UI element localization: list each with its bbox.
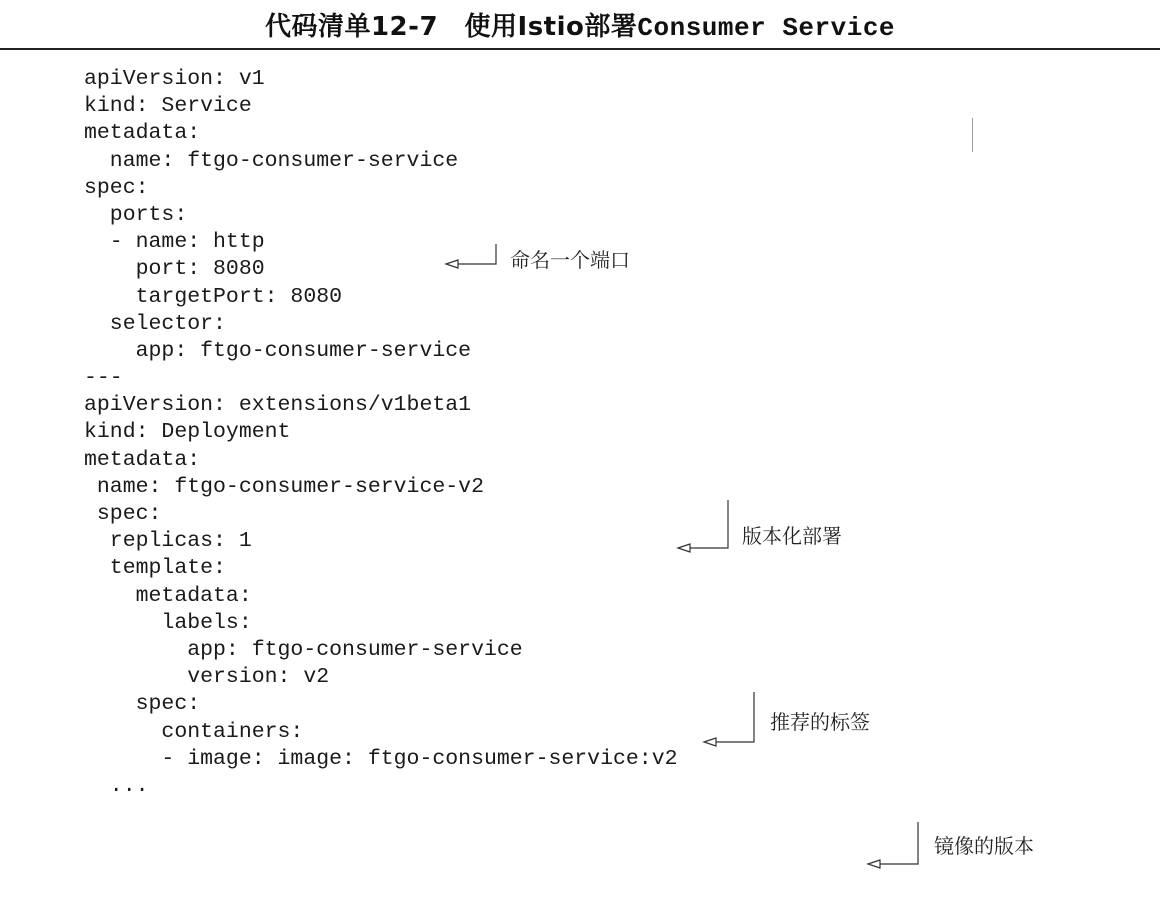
- callout-arrow-icon: [444, 240, 504, 274]
- code-line: ---: [84, 366, 123, 391]
- code-line: - name: http: [84, 230, 265, 255]
- margin-mark: [972, 118, 973, 152]
- code-line: kind: Deployment: [84, 420, 291, 445]
- annotation-image-version: 镜像的版本: [934, 834, 1034, 858]
- code-line: ...: [84, 773, 149, 798]
- code-line: selector:: [84, 311, 226, 336]
- code-line: app: ftgo-consumer-service: [84, 338, 472, 363]
- code-line: version: v2: [84, 665, 330, 690]
- code-line: labels:: [84, 610, 252, 635]
- callout-arrow-icon: [676, 498, 736, 558]
- code-line: app: ftgo-consumer-service: [84, 637, 523, 662]
- code-line: name: ftgo-consumer-service: [84, 148, 459, 173]
- code-line: kind: Service: [84, 94, 252, 119]
- code-line: spec:: [84, 692, 201, 717]
- caption-rule: [0, 48, 1160, 50]
- code-line: port: 8080: [84, 257, 265, 282]
- code-line: spec:: [84, 502, 162, 526]
- code-line: targetPort: 8080: [84, 284, 343, 309]
- code-line: ports:: [84, 202, 188, 227]
- code-line: - image: image: ftgo-consumer-service:v2: [84, 746, 678, 771]
- code-line: template:: [84, 556, 226, 581]
- caption-cjk: 代码清单12-7 使用Istio部署: [264, 12, 638, 42]
- code-line: spec:: [84, 175, 149, 200]
- annotation-versioned-deployment: 版本化部署: [742, 524, 842, 548]
- code-line: metadata:: [84, 447, 201, 472]
- code-listing: [84, 66, 678, 800]
- code-line: apiVersion: extensions/v1beta1: [84, 393, 472, 418]
- code-line: metadata:: [84, 121, 201, 146]
- listing-caption: [0, 6, 1160, 43]
- code-line: metadata:: [84, 583, 252, 608]
- code-line: name: ftgo-consumer-service-v2: [84, 474, 484, 499]
- callout-arrow-icon: [866, 820, 926, 872]
- caption-ascii: Consumer Service: [637, 13, 896, 43]
- annotation-recommended-labels: 推荐的标签: [770, 710, 870, 734]
- annotation-port-name: 命名一个端口: [510, 248, 630, 272]
- callout-arrow-icon: [702, 690, 762, 750]
- code-line: replicas: 1: [84, 529, 252, 554]
- code-line: containers:: [84, 719, 304, 744]
- code-line: apiVersion: v1: [84, 67, 265, 91]
